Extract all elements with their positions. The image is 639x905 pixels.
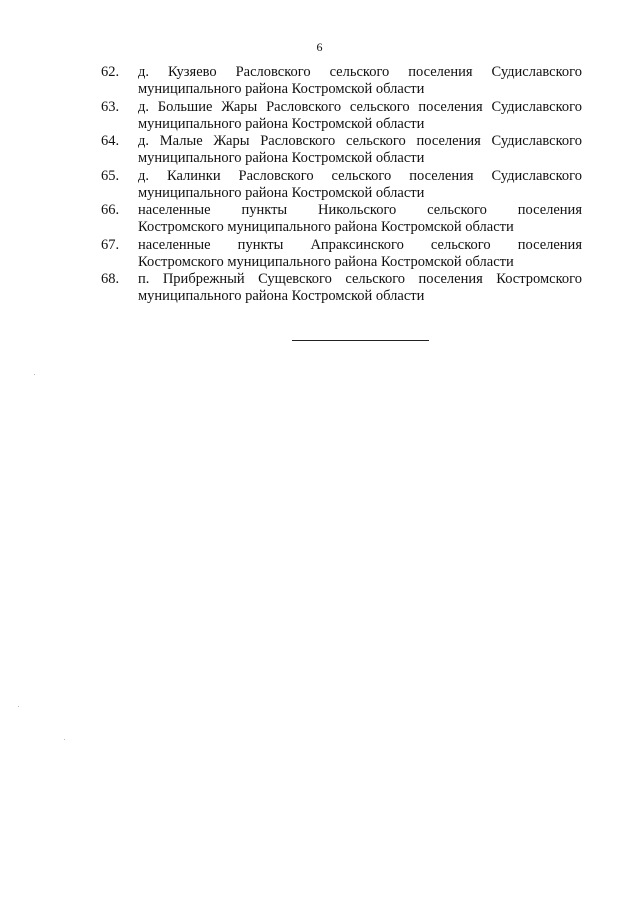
item-text-line-2: муниципального района Костромской области: [138, 81, 425, 97]
item-number: 63.: [101, 98, 120, 115]
item-text-line-1: д. Большие Жары Расловского сельского поселения Судиславского: [138, 98, 582, 115]
item-number: 66.: [101, 202, 120, 218]
item-text-line-1: д. Кузяево Расловского сельского поселения Судиславского: [138, 64, 582, 80]
list-item: [0, 168, 639, 202]
item-text: [138, 202, 582, 236]
item-text: [138, 237, 582, 271]
item-text: [138, 99, 582, 133]
item-text-line-1: д. Малые Жары Расловского сельского поселения Судиславского: [138, 133, 582, 149]
item-text-line-2: муниципального района Костромской области: [138, 115, 425, 132]
item-text-line-2: муниципального района Костромской области: [138, 184, 425, 201]
item-text-line-2: Костромского муниципального района Костромской области: [138, 253, 514, 270]
item-text-line-1: населенные пункты Апраксинского сельского поселения: [138, 236, 582, 253]
list-item: [0, 133, 639, 167]
item-text: [138, 271, 582, 305]
item-number: 67.: [101, 236, 120, 253]
item-number: 64.: [101, 133, 120, 149]
list-item: [0, 202, 639, 236]
item-text: [138, 168, 582, 202]
list-item: [0, 64, 639, 98]
settlement-list: [0, 64, 639, 306]
item-text: [138, 64, 582, 98]
list-item: [0, 271, 639, 305]
item-text-line-1: д. Калинки Расловского сельского поселения Судиславского: [138, 167, 582, 184]
list-item: [0, 237, 639, 271]
item-number: 62.: [101, 64, 120, 80]
list-item: [0, 99, 639, 133]
scan-speck: [34, 374, 35, 375]
item-text-line-1: населенные пункты Никольского сельского поселения: [138, 202, 582, 218]
item-text-line-2: муниципального района Костромской области: [138, 150, 425, 166]
item-text-line-2: Костромского муниципального района Костромской области: [138, 219, 514, 235]
item-text-line-1: п. Прибрежный Сущевского сельского поселения Костромского: [138, 271, 582, 287]
item-number: 68.: [101, 271, 120, 287]
scan-speck: [18, 706, 19, 707]
end-separator-line: [292, 340, 429, 341]
item-text: [138, 133, 582, 167]
page-number: 6: [316, 40, 323, 54]
item-text-line-2: муниципального района Костромской области: [138, 288, 425, 304]
item-number: 65.: [101, 167, 120, 184]
scan-speck: [64, 739, 65, 740]
